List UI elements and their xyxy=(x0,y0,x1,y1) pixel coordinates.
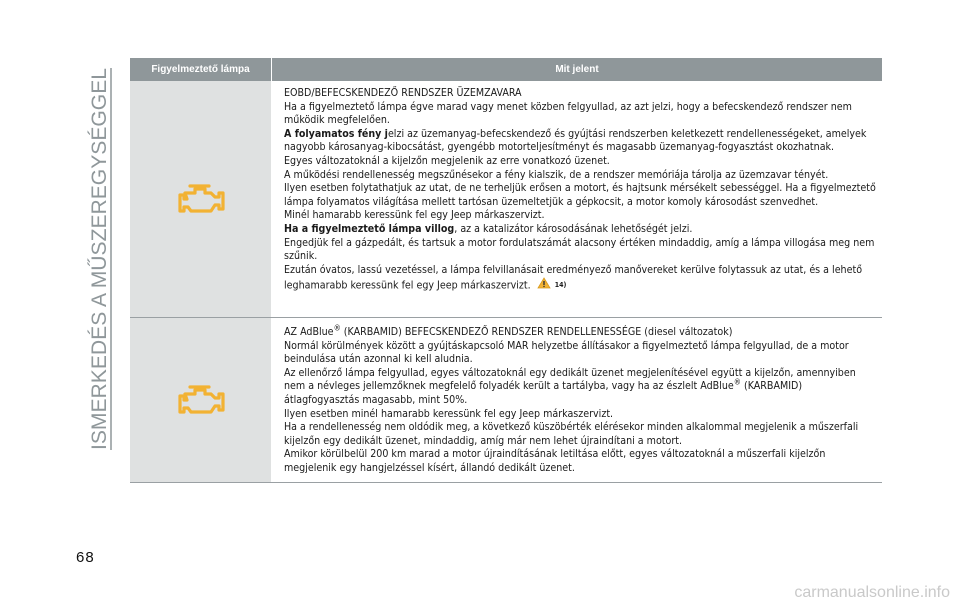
bold-lead: Ha a figyelmeztető lámpa villog xyxy=(284,222,455,235)
registered-mark: ® xyxy=(733,377,741,387)
paragraph xyxy=(284,128,876,155)
paragraph xyxy=(284,264,876,294)
section-title-vertical xyxy=(78,40,118,460)
header-col-warning-light: Figyelmeztető lámpa xyxy=(130,58,271,81)
paragraph: Egyes változatoknál a kijelzőn megjelenik az erre vonatkozó üzenet. xyxy=(284,154,610,167)
bold-lead: A folyamatos fény j xyxy=(284,127,388,140)
table-header xyxy=(130,58,882,81)
title-part: (KARBAMID) BEFECSKENDEZŐ RENDSZER RENDELLENESSÉGE (diesel változatok) xyxy=(340,326,733,338)
row-title: EOBD/BEFECSKENDEZŐ RENDSZER ÜZEMZAVARA xyxy=(284,87,522,99)
paragraph: Ilyen esetben minél hamarabb keressünk fel egy Jeep márkaszervizt. xyxy=(284,407,614,420)
paragraph xyxy=(284,223,876,237)
icon-cell xyxy=(130,318,271,482)
icon-cell xyxy=(130,81,271,317)
check-engine-icon xyxy=(171,380,231,420)
paragraph xyxy=(284,367,876,408)
header-col-meaning: Mit jelent xyxy=(272,58,882,81)
paragraph-rest: elzi az üzemanyag-befecskendező és gyújtási rendszerben keletkezett rendellenességeket, amelyek nagyobb károsanyag-kibocsátást, gyengébb motorteljesítményt és magasabb üzemanyag-fogyasztást okozhatnak. xyxy=(284,127,867,154)
paragraph: Amikor körülbelül 200 km marad a motor újraindításának letiltása előtt, egyes változatoknál a műszerfali kijelzőn megjelenik egy hangjelzéssel kísért, állandó dedikált üzenet. xyxy=(284,448,826,474)
page-number: 68 xyxy=(76,549,95,566)
table-row xyxy=(130,81,882,318)
paragraph: Normál körülmények között a gyújtáskapcsoló MAR helyzetbe állításakor a figyelmeztető lámpa felgyullad, de a motor beindulása után azonnal ki kell aludnia. xyxy=(284,339,849,366)
paragraph-part: Az ellenőrző lámpa felgyullad, egyes változatoknál egy dedikált üzenet megjelenítésével együtt a kijelzőn, amennyiben nem a névleges jellemzőknek megfelelő folyadék került a tartályba, vagy ha az észlelt AdBlue xyxy=(284,366,856,393)
section-title-text: ISMERKEDÉS A MŰSZEREGYSÉGGEL xyxy=(87,60,111,450)
warning-lights-table xyxy=(130,58,882,483)
paragraph: Ha a rendellenesség nem oldódik meg, a következő küszöbérték elérésekor minden alkalommal megjelenik a műszerfali kijelzőn egy dedikált üzenet, mindaddig, amíg már nem lehet újraindítani a motort. xyxy=(284,421,859,447)
watermark: carmanualsonline.info xyxy=(794,584,950,601)
paragraph: Ha a figyelmeztető lámpa égve marad vagy menet közben felgyullad, az azt jelzi, hogy a befecskendező rendszer nem működik megfelelően. xyxy=(284,100,852,127)
meaning-text xyxy=(272,318,882,482)
paragraph-rest: , az a katalizátor károsodásának lehetőségét jelzi. xyxy=(454,222,693,235)
meaning-text xyxy=(272,81,882,317)
registered-mark: ® xyxy=(333,323,341,333)
table-row xyxy=(130,318,882,483)
row-title xyxy=(284,323,876,340)
paragraph: Engedjük fel a gázpedált, és tartsuk a motor fordulatszámát alacsony értéken mindaddig, amíg a lámpa villogása meg nem szűnik. xyxy=(284,236,875,263)
paragraph: A működési rendellenesség megszűnésekor a fény kialszik, de a rendszer memóriája tárolja az üzemzavar tényét. xyxy=(284,168,829,181)
warning-triangle-icon xyxy=(537,277,551,294)
paragraph-text: Ezután óvatos, lassú vezetéssel, a lámpa felvillanásait eredményező manővereket kerülve folytassuk az utat, és a lehető leghamarabb keressünk fel egy Jeep márkaszervizt. xyxy=(284,263,863,292)
check-engine-icon xyxy=(171,179,231,219)
paragraph: Minél hamarabb keressünk fel egy Jeep márkaszervizt. xyxy=(284,209,545,222)
footnote-reference: 14) xyxy=(554,280,567,289)
title-part: AZ AdBlue xyxy=(284,326,334,338)
paragraph-part: (KARBAMID) átlagfogyasztás magasabb, mint 50%. xyxy=(284,380,803,406)
paragraph: Ilyen esetben folytathatjuk az utat, de ne terheljük erősen a motort, és hajtsunk mérsékelt sebességgel. Ha a figyelmeztető lámpa folyamatos világítása mellett tartósan üzemeltetjük a gépkocsit, a motor komoly károsodást szenvedhet. xyxy=(284,182,876,208)
